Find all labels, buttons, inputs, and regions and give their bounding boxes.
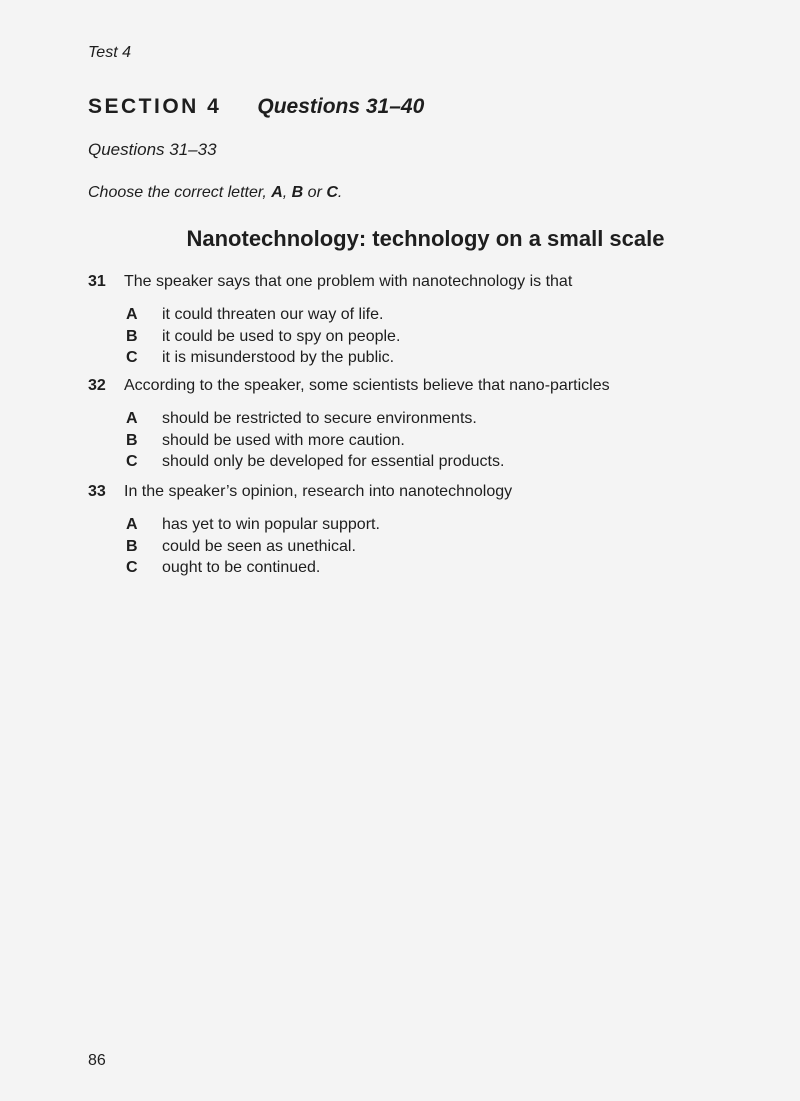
question-text: According to the speaker, some scientists believe that nano-particles: [124, 377, 610, 394]
option-text: has yet to win popular support.: [162, 516, 380, 533]
option-a: [126, 304, 748, 326]
option-a: [126, 514, 748, 536]
option-c: [126, 557, 748, 579]
question-range: Questions 31–33: [88, 140, 217, 159]
question-text: The speaker says that one problem with nanotechnology is that: [124, 273, 573, 290]
option-list: [88, 304, 748, 369]
option-letter: B: [126, 327, 138, 345]
instruction-letter-a: A: [271, 184, 283, 201]
instruction-text: Choose the correct letter,: [88, 184, 272, 201]
option-b: [126, 430, 748, 452]
option-text: could be seen as unethical.: [162, 537, 356, 555]
option-list: [88, 408, 748, 473]
instruction-separator: ,: [282, 184, 292, 201]
section-label: SECTION 4: [88, 95, 222, 118]
option-c: [126, 347, 748, 369]
section-question-range: Questions 31–40: [257, 95, 425, 118]
running-head: Test 4: [88, 44, 131, 61]
section-heading: [88, 95, 424, 119]
option-list: [88, 514, 748, 579]
question-number: 31: [88, 273, 106, 290]
option-text: should be restricted to secure environments.: [162, 410, 477, 427]
instruction-letter-b: B: [291, 184, 304, 201]
option-text: should be used with more caution.: [162, 431, 405, 449]
option-a: [126, 408, 748, 430]
option-text: it could threaten our way of life.: [162, 306, 384, 323]
option-letter: B: [126, 537, 138, 555]
question-33: [88, 481, 748, 579]
page-number: 86: [88, 1052, 106, 1069]
instruction: [88, 184, 342, 202]
option-text: ought to be continued.: [162, 559, 321, 576]
question-stem: [88, 481, 748, 503]
option-b: [126, 326, 748, 348]
instruction-letter-c: C: [326, 184, 338, 201]
question-number: 33: [88, 483, 106, 500]
question-31: [88, 271, 748, 369]
question-stem: [88, 271, 748, 293]
question-stem: [88, 375, 748, 397]
option-text: it is misunderstood by the public.: [162, 349, 395, 366]
instruction-end: .: [337, 184, 343, 201]
question-32: [88, 375, 748, 473]
option-letter: B: [126, 431, 138, 449]
option-letter: A: [126, 306, 138, 323]
option-letter: C: [126, 559, 138, 576]
question-number: 32: [88, 377, 106, 394]
option-c: [126, 451, 748, 473]
option-letter: C: [126, 349, 138, 366]
option-text: should only be developed for essential products.: [162, 453, 505, 470]
instruction-separator: or: [303, 184, 327, 201]
option-b: [126, 536, 748, 558]
option-letter: A: [126, 516, 138, 533]
option-letter: C: [126, 453, 138, 470]
question-text: In the speaker’s opinion, research into nanotechnology: [124, 483, 513, 500]
option-text: it could be used to spy on people.: [162, 327, 401, 345]
option-letter: A: [126, 410, 138, 427]
page-title: Nanotechnology: technology on a small scale: [186, 226, 665, 251]
